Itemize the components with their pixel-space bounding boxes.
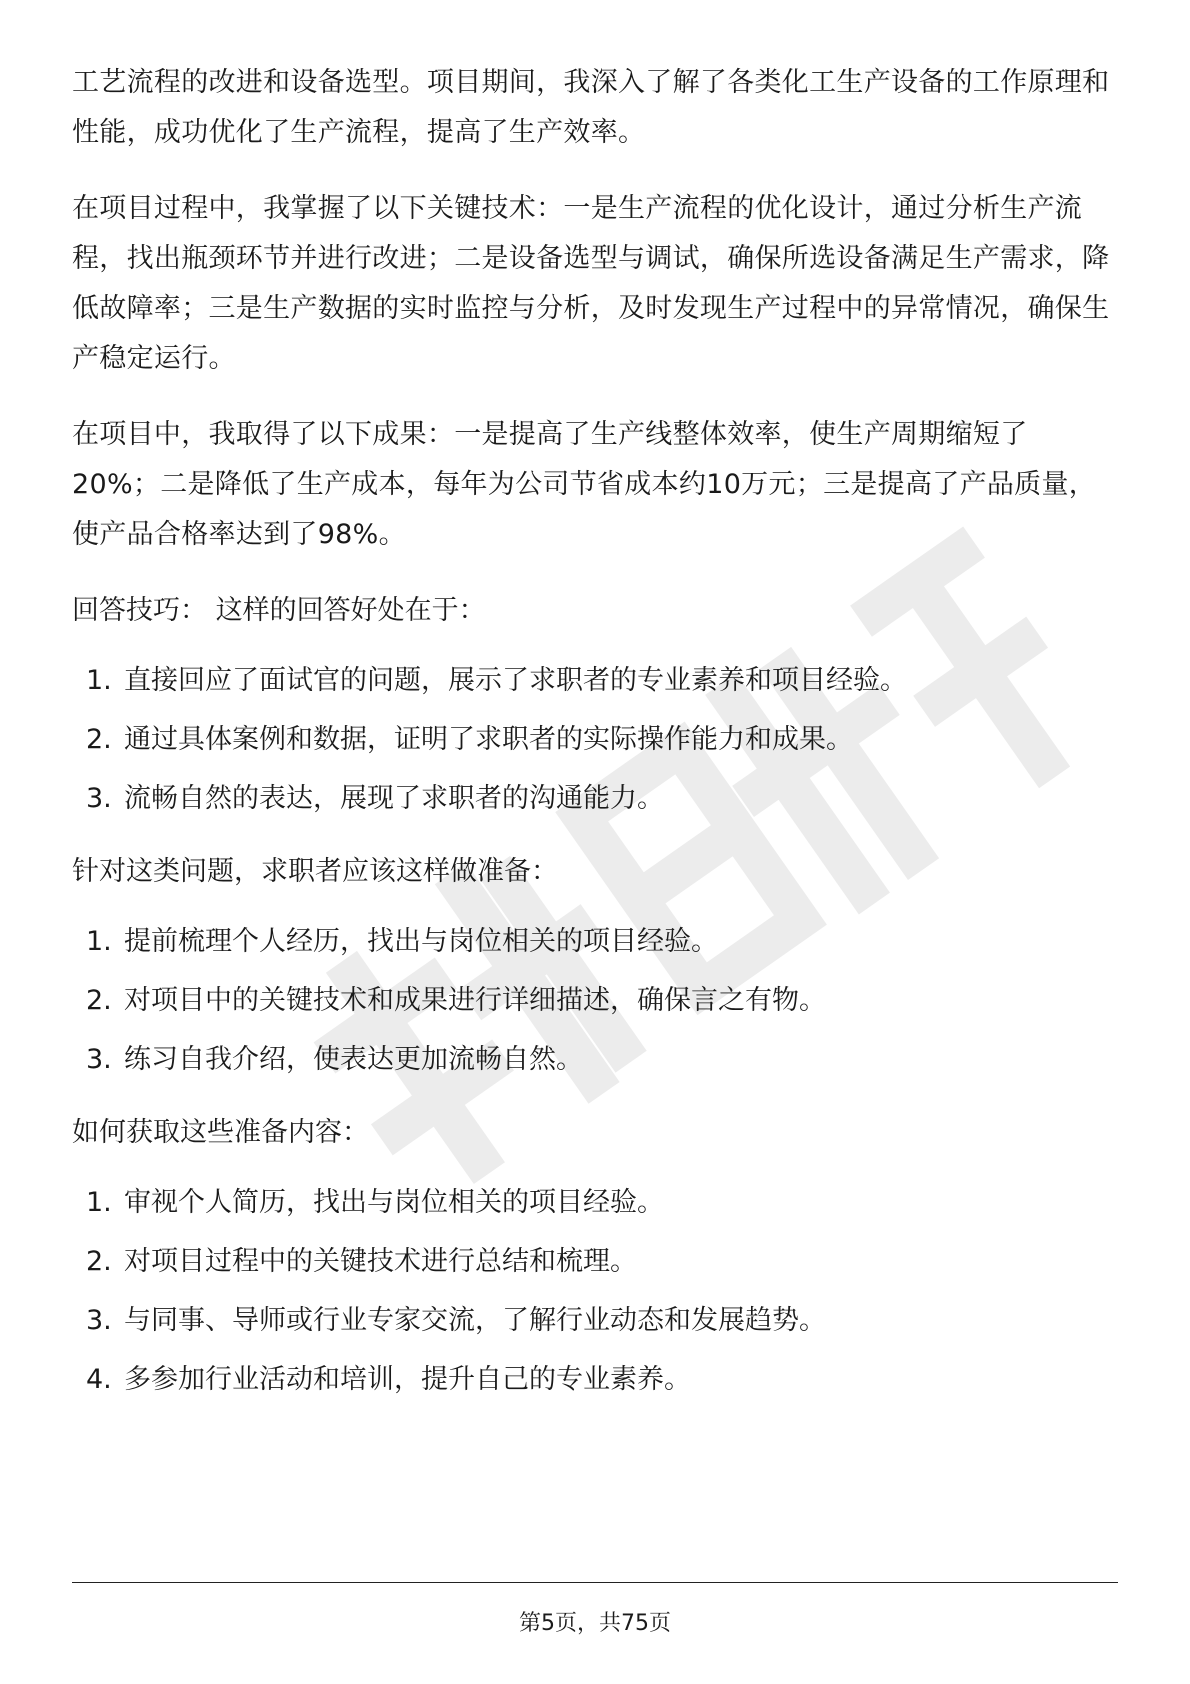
answer-tips-heading: 回答技巧： 这样的回答好处在于： — [72, 595, 486, 626]
list-item-number: 1. — [86, 665, 112, 696]
list-item-text: 流畅自然的表达，展现了求职者的沟通能力。 — [124, 783, 664, 814]
preparation-list — [72, 923, 1112, 1078]
list-item — [72, 721, 1112, 758]
list-item-number: 4. — [86, 1364, 112, 1395]
paragraph-key-technologies: 在项目过程中，我掌握了以下关键技术：一是生产流程的优化设计，通过分析生产流程，找出瓶颈环节并进行改进；二是设备选型与调试，确保所选设备满足生产需求，降低故障率；三是生产数据的实时监控与分析，及时发现生产过程中的异常情况，确保生产稳定运行。 — [72, 193, 1110, 374]
list-item-text: 多参加行业活动和培训，提升自己的专业素养。 — [124, 1364, 691, 1395]
list-item-number: 1. — [86, 926, 112, 957]
list-item-number: 3. — [86, 1044, 112, 1075]
list-item-text: 对项目中的关键技术和成果进行详细描述，确保言之有物。 — [124, 985, 826, 1016]
list-item-number: 3. — [86, 783, 112, 814]
list-item-number: 3. — [86, 1305, 112, 1336]
how-to-get-heading: 如何获取这些准备内容： — [72, 1117, 369, 1148]
paragraph-results: 在项目中，我取得了以下成果：一是提高了生产线整体效率，使生产周期缩短了20%；二是降低了生产成本，每年为公司节省成本约10万元；三是提高了产品质量，使产品合格率达到了98%。 — [72, 419, 1097, 550]
list-item — [72, 1302, 1112, 1339]
list-item-text: 对项目过程中的关键技术进行总结和梳理。 — [124, 1246, 637, 1277]
list-item-number: 2. — [86, 985, 112, 1016]
how-to-get-list — [72, 1184, 1112, 1398]
list-item-text: 通过具体案例和数据，证明了求职者的实际操作能力和成果。 — [124, 724, 853, 755]
list-item-text: 审视个人简历，找出与岗位相关的项目经验。 — [124, 1187, 664, 1218]
list-item — [72, 662, 1112, 699]
list-item-text: 练习自我介绍，使表达更加流畅自然。 — [124, 1044, 583, 1075]
page-number: 第5页，共75页 — [519, 1611, 671, 1636]
list-item — [72, 923, 1112, 960]
footer-divider — [72, 1582, 1118, 1583]
list-item — [72, 780, 1112, 817]
list-item — [72, 1041, 1112, 1078]
list-item — [72, 982, 1112, 1019]
list-item — [72, 1184, 1112, 1221]
list-item-number: 1. — [86, 1187, 112, 1218]
list-item-text: 直接回应了面试官的问题，展示了求职者的专业素养和项目经验。 — [124, 665, 907, 696]
paragraph-project-intro: 工艺流程的改进和设备选型。项目期间，我深入了解了各类化工生产设备的工作原理和性能，成功优化了生产流程，提高了生产效率。 — [72, 67, 1110, 148]
list-item-number: 2. — [86, 724, 112, 755]
list-item-text: 提前梳理个人经历，找出与岗位相关的项目经验。 — [124, 926, 718, 957]
list-item — [72, 1361, 1112, 1398]
answer-tips-list — [72, 662, 1112, 817]
main-content — [72, 58, 1112, 1428]
preparation-heading: 针对这类问题，求职者应该这样做准备： — [72, 856, 558, 887]
list-item-number: 2. — [86, 1246, 112, 1277]
list-item — [72, 1243, 1112, 1280]
list-item-text: 与同事、导师或行业专家交流，了解行业动态和发展趋势。 — [124, 1305, 826, 1336]
